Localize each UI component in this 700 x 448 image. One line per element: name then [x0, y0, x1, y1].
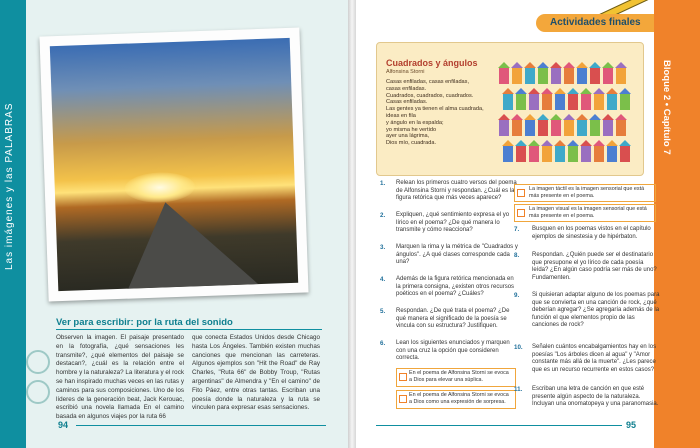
section-rule: [56, 329, 322, 330]
option-checkbox-1[interactable]: [396, 368, 516, 387]
house-icon: [550, 62, 562, 84]
question-text: Busquen en los poemas vistos en el capítulo ejemplos de sinestesia y de hipérbaton.: [532, 226, 651, 240]
house-icon: [528, 88, 540, 110]
question-text: Lean los siguientes enunciados y marquen con una cruz la opción que consideren correcta.: [396, 340, 510, 362]
road-shape: [125, 199, 258, 288]
house-icon: [580, 88, 592, 110]
question-number: 5.: [380, 308, 386, 315]
house-icon: [537, 114, 549, 136]
checkbox-square[interactable]: [399, 395, 407, 403]
question-text: Si quisieran adaptar alguno de los poemas para que se convierta en una canción de rock, ¿qué deberían agregar? ¿Se agregaría además de la función el que elementos propio de las canciones de rock?: [532, 292, 660, 329]
spiral-decoration: [26, 380, 50, 404]
house-icon: [580, 140, 592, 162]
house-icon: [511, 62, 523, 84]
left-text-column-1: Observen la imagen. El paisaje presentado en la fotografía, ¿qué sensaciones les transmite?, ¿qué elementos del paisaje se destacan?, ¿cuál es la relación entre el hombre y la naturaleza? La literatura y el rock se han inspirado muchas veces en las rutas y caminos para sus composiciones. Uno de los líderes de la generación beat, Jack Kerouac, escribió una novela llamada En el camino basada en algunos viajes por la ruta 66: [56, 334, 184, 421]
house-icon: [554, 88, 566, 110]
book-gutter: [348, 0, 356, 448]
question-number: 9.: [514, 292, 520, 299]
option-text: En el poema de Alfonsina Storni se evoca a Dios como una expresión de sorpresa.: [409, 392, 509, 405]
right-page: [356, 0, 700, 448]
house-icon: [593, 88, 605, 110]
question-number: 6.: [380, 340, 386, 347]
house-icon: [589, 114, 601, 136]
right-band-title: Bloque 2 • Capítulo 7: [661, 60, 672, 155]
house-icon: [576, 62, 588, 84]
poem-author: Alfonsina Storni: [386, 69, 425, 75]
house-icon: [602, 62, 614, 84]
question-number: 8.: [514, 252, 520, 259]
house-icon: [567, 140, 579, 162]
spiral-decoration: [26, 350, 50, 374]
question-number: 3.: [380, 244, 386, 251]
sunset-road-photo: [50, 38, 298, 291]
house-icon: [606, 88, 618, 110]
house-icon: [498, 62, 510, 84]
house-icon: [502, 140, 514, 162]
house-icon: [619, 88, 631, 110]
left-page: [0, 0, 348, 448]
question-number: 1.: [380, 180, 386, 187]
houses-illustration: [498, 62, 638, 170]
house-icon: [602, 114, 614, 136]
option-checkbox-2[interactable]: [396, 390, 516, 409]
house-icon: [615, 62, 627, 84]
question-number: 4.: [380, 276, 386, 283]
page-number-left: 94: [58, 420, 69, 430]
page-number-right: 95: [626, 420, 637, 430]
question-number: 7.: [514, 226, 520, 233]
left-text-column-2: que conecta Estados Unidos desde Chicago hasta Los Ángeles. También existen muchas canciones que mencionan las carreteras. Algunos ejemplos son "Hit the Road" de Ray Charles, "Ruta 66" de Bobby Troup, "Rutas argentinas" de Almendra y "En el camino" de Fito Páez, entre otras tantas. Escriban una poesía donde la naturaleza y la ruta se vinculen para expresar esas sensaciones.: [192, 334, 320, 412]
poem-text: Casas enfiladas, casas enfiladas, casas enfiladas. Cuadrados, cuadrados, cuadrados. Casas enfiladas. Las gentes ya tienen el alma cuadrada, ideas en fila y ángulo en la espalda; yo misma he vertido ayer una lágrima, Dios mío, cuadrada.: [386, 79, 484, 147]
question-text: Expliquen, ¿qué sentimiento expresa el yo lírico en el poema? ¿De qué manera lo transmite y cómo reacciona?: [396, 212, 510, 234]
question-text: Marquen la rima y la métrica de "Cuadrados y ángulos". ¿A qué clases corresponde cada una?: [396, 244, 518, 266]
photo-frame: [39, 28, 308, 302]
house-icon: [515, 88, 527, 110]
house-icon: [606, 140, 618, 162]
house-icon: [619, 140, 631, 162]
section-title: Ver para escribir: por la ruta del sonido: [56, 317, 233, 328]
house-icon: [550, 114, 562, 136]
option-checkbox-4[interactable]: [514, 204, 656, 222]
question-text: Además de la figura retórica mencionada en la primera consigna, ¿existen otros recursos poéticos en el poema? ¿Cuáles?: [396, 276, 515, 298]
checkbox-square[interactable]: [399, 373, 407, 381]
house-icon: [576, 114, 588, 136]
house-icon: [515, 140, 527, 162]
house-icon: [593, 140, 605, 162]
house-icon: [498, 114, 510, 136]
house-icon: [537, 62, 549, 84]
option-checkbox-3[interactable]: [514, 184, 656, 202]
house-icon: [511, 114, 523, 136]
question-text: Respondan. ¿Quién puede ser el destinatario que presupone el yo lírico de cada poesía leída? ¿En algún caso podría ser más de uno? Fundamenten.: [532, 252, 657, 281]
question-number: 2.: [380, 212, 386, 219]
house-icon: [615, 114, 627, 136]
house-icon: [589, 62, 601, 84]
page-footer-rule: [376, 425, 622, 426]
checkbox-square[interactable]: [517, 189, 525, 197]
question-number: 11.: [514, 386, 523, 393]
page-footer-rule: [76, 425, 326, 426]
house-icon: [554, 140, 566, 162]
house-icon: [541, 88, 553, 110]
question-text: Relean los primeros cuatro versos del poema de Alfonsina Storni y respondan. ¿Cuál es la figura retórica que más veces aparece?: [396, 180, 517, 202]
activities-header: Actividades finales: [550, 17, 641, 28]
checkbox-square[interactable]: [517, 209, 525, 217]
house-icon: [528, 140, 540, 162]
house-icon: [541, 140, 553, 162]
left-band-title: Las imágenes y las PALABRAS: [4, 102, 15, 270]
option-text: En el poema de Alfonsina Storni se evoca a Dios para elevar una súplica.: [409, 370, 509, 383]
sun-glow: [124, 171, 195, 203]
house-icon: [563, 114, 575, 136]
question-text: Señalen cuántos encabalgamientos hay en los poesías "Los árboles dicen al agua" y "Amor constante más allá de la muerte". ¿Les parece que es un recurso recurrente en estos casos?: [532, 344, 657, 373]
option-text: La imagen táctil es la imagen sensorial que está más presente en el poema.: [529, 186, 645, 199]
house-icon: [567, 88, 579, 110]
house-icon: [524, 62, 536, 84]
house-icon: [563, 62, 575, 84]
house-icon: [524, 114, 536, 136]
question-number: 10.: [514, 344, 523, 351]
house-icon: [502, 88, 514, 110]
question-text: Escriban una letra de canción en que esté presente algún aspecto de la naturaleza. Incluyan una onomatopeya y una paranomasia.: [532, 386, 659, 408]
option-text: La imagen visual es la imagen sensorial que está más presente en el poema.: [529, 206, 647, 219]
question-text: Respondan. ¿De qué trata el poema? ¿De qué manera el significado de la poesía se vincula con su estructura? Justifiquen.: [396, 308, 510, 330]
poem-title: Cuadrados y ángulos: [386, 58, 478, 68]
